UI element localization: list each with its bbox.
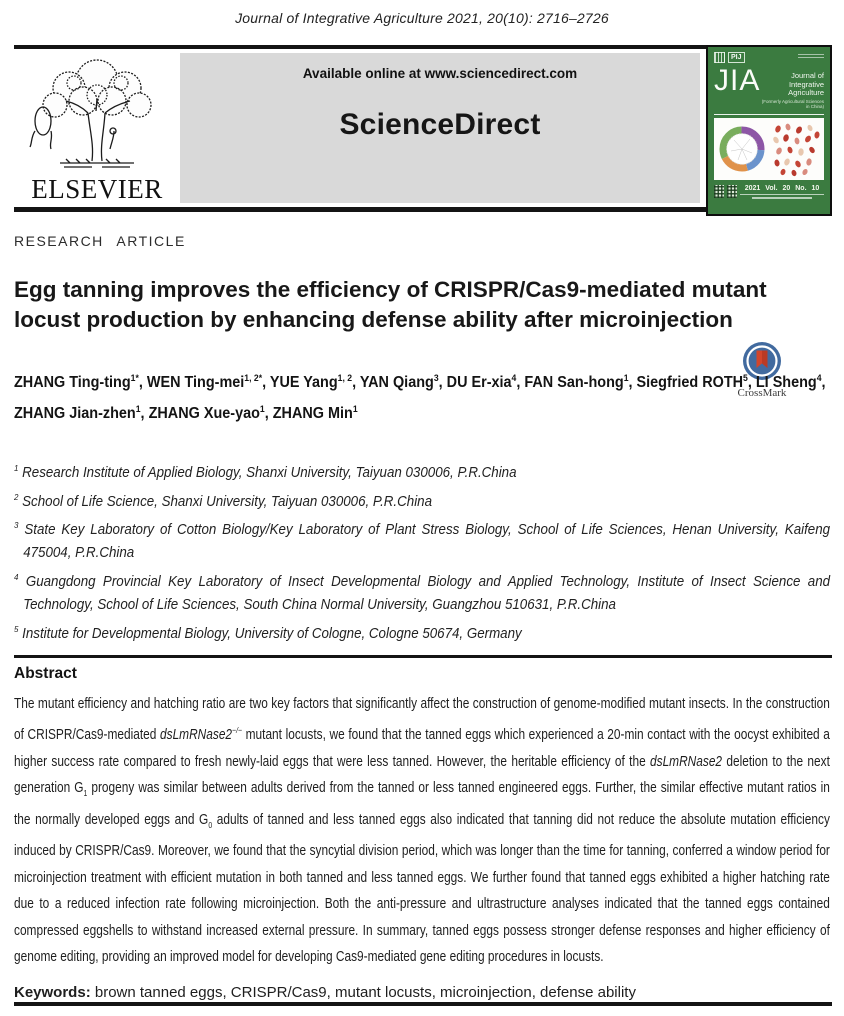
affiliation-item: $^1$ Research Institute of Applied Biology, Shanxi University, Taiyuan 030006, P.R.China bbox=[14, 463, 517, 482]
author-list: ZHANG Ting-ting$^{1*}$, WEN Ting-mei$^{1, 2*}$, YUE Yang$^{1, 2}$, YAN Qiang$^3$, DU Er-xia$^4$, FAN San-hong$^1$, Siegfried ROTH$^5$, LI Sheng$^4$, ZHANG Jian-zhen$^1$, ZHANG Xue-yao$^1$, ZHANG Min$^1$ bbox=[14, 373, 826, 423]
crossmark-label: CrossMark bbox=[737, 387, 787, 399]
cover-seal-icon bbox=[714, 52, 725, 63]
cover-journal-subtitle: (Formerly Agricultural Sciences in China) bbox=[761, 98, 824, 109]
cover-press-logo: PIJ bbox=[728, 52, 745, 63]
journal-reference: Journal of Integrative Agriculture 2021, 20(10): 2716–2726 bbox=[235, 10, 609, 26]
cover-issn-lines bbox=[798, 52, 824, 60]
available-online-text: Available online at www.sciencedirect.com bbox=[302, 66, 578, 81]
journal-cover-thumbnail: PIJ JIA Journal of Integrative Agriculture (Formerly Agricultural Sciences in China) 2021 Vol. 20 No. 10 bbox=[706, 45, 832, 216]
abstract-divider bbox=[14, 655, 832, 658]
cover-figure-art bbox=[716, 120, 822, 178]
cover-qr-code bbox=[727, 185, 737, 198]
affiliation-item: $^4$ Guangdong Provincial Key Laboratory of Insect Developmental Biology and Applied Technology, Institute of Insect Science and Technology, School of Life Sciences, South China Normal University, Guangzhou 510631, P.R.China bbox=[14, 571, 831, 614]
cover-qr-code bbox=[714, 185, 724, 198]
sciencedirect-box bbox=[180, 53, 700, 203]
keywords-label: Keywords: bbox=[14, 983, 91, 1001]
page-bottom-rule bbox=[14, 1002, 832, 1006]
article-title: Egg tanning improves the efficiency of CRISPR/Cas9-mediated mutant locust production by enhancing defense ability after microinjection bbox=[14, 277, 767, 332]
article-type-label: RESEARCH ARTICLE bbox=[14, 233, 186, 249]
affiliation-item: $^3$ State Key Laboratory of Cotton Biology/Key Laboratory of Plant Stress Biology, School of Life Sciences, Henan University, Kaifeng 475004, P.R.China bbox=[14, 519, 831, 562]
elsevier-logo bbox=[14, 53, 180, 205]
affiliation-item: $^5$ Institute for Developmental Biology, University of Cologne, Cologne 50674, Germany bbox=[14, 623, 522, 642]
keywords-text: brown tanned eggs, CRISPR/Cas9, mutant locusts, microinjection, defense ability bbox=[94, 983, 636, 1001]
cover-journal-name: Journal of bbox=[791, 71, 824, 80]
abstract-paragraph: The mutant efficiency and hatching ratio are two key factors that significantly affect the construction of genome-modified mutant insects. In the construction of CRISPR/Cas9-mediated dsLmRNase2−/− mutant locusts, we found that the tanned eggs which experienced a 20-min contact with the oocyst exhibited a higher success rate compared to fresh newly-laid eggs that were less tanned. However, the heritable efficiency of the dsLmRNase2 deletion to the next generation $G_1$ progeny was similar between adults derived from the tanned or less tanned engineered eggs. Further, the similar effective mutant ratios in the normally developed eggs and $G_0$ adults of tanned and less tanned eggs also indicated that tanning did not reduce the absolute mutation efficiency induced by CRISPR/Cas9. Moreover, we found that the syncytial division period, which was longer than the time for tanning, conferred a window period for microinjection treatment with efficient mutation in both tanned and less tanned eggs. We further found that tanned eggs exhibited a higher hatching rate due to a reduced infection rate following microinjection. Both the anti-pressure and ultrastructure analyses indicated that the tanned eggs contained compressed eggshells to withstand increased external pressure. In summary, tanned eggs possess stronger defense responses and higher efficiency of genome editing, providing an improved model for developing Cas9-mediated gene editing procedures in locusts. bbox=[14, 695, 830, 966]
keywords-line bbox=[14, 984, 830, 1001]
affiliation-item: $^2$ School of Life Science, Shanxi University, Taiyuan 030006, P.R.China bbox=[14, 491, 432, 510]
cover-url-lines bbox=[740, 194, 824, 199]
sciencedirect-wordmark: ScienceDirect bbox=[339, 108, 541, 141]
affiliation-list bbox=[14, 457, 830, 646]
cover-jia-abbrev: JIA bbox=[714, 64, 761, 97]
cover-figure-panel bbox=[714, 114, 824, 180]
elsevier-tree-icon bbox=[22, 55, 172, 173]
elsevier-wordmark: ELSEVIER bbox=[31, 174, 163, 204]
abstract-heading: Abstract bbox=[14, 664, 77, 682]
cover-volume-line: 2021 Vol. 20 No. 10 bbox=[744, 184, 820, 192]
